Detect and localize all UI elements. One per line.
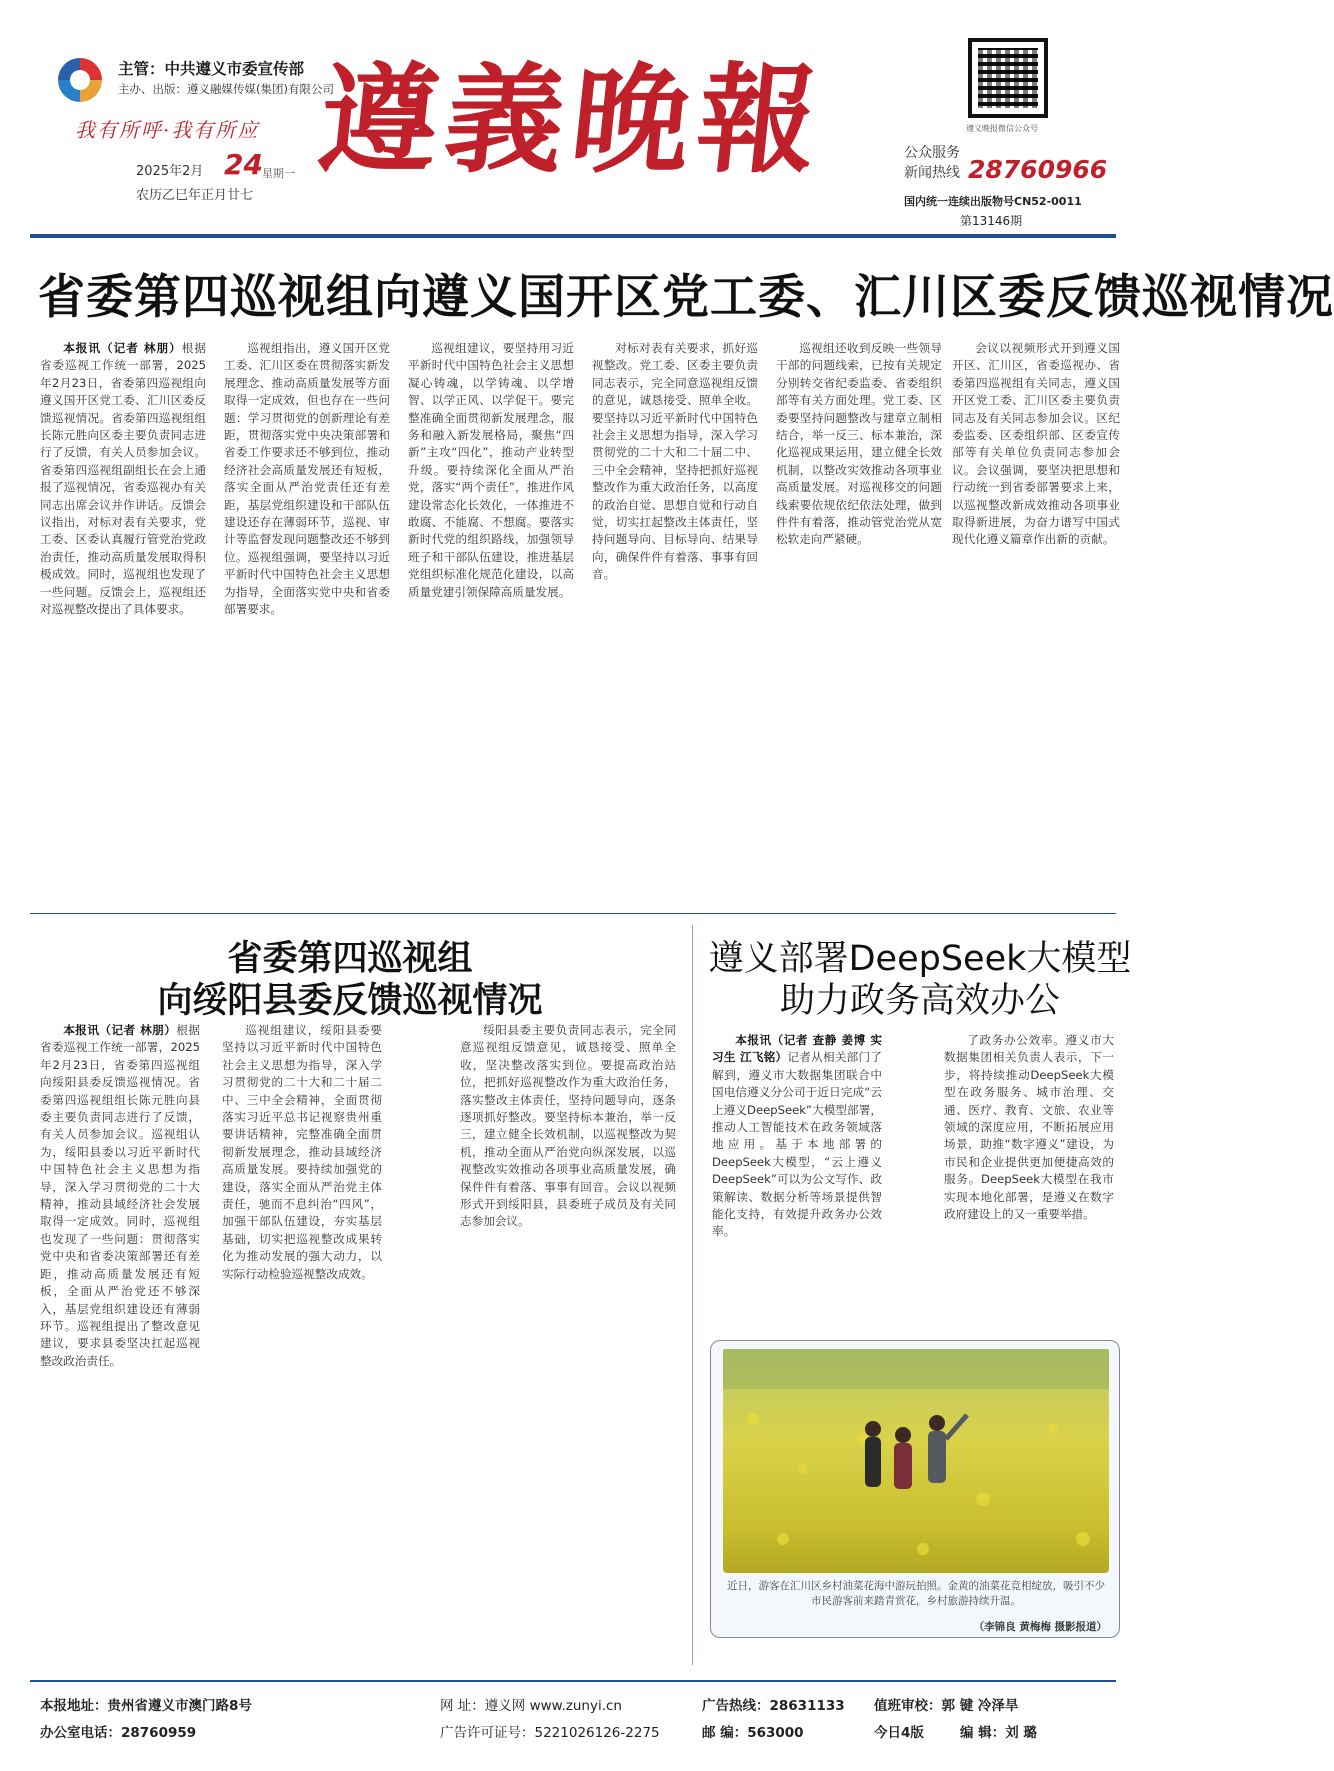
newspaper-nameplate: 遵義晚報 [312,50,832,189]
publisher-line: 主办、出版：遵义融媒传媒(集团)有限公司 [118,82,334,96]
footer-reviewer: 值班审校：郭 键 冷泽旱 [874,1698,1019,1714]
byline: 本报讯（记者 查静 姜博 实习生 江飞铭） [712,1033,882,1065]
people-figures [865,1415,967,1489]
newspaper-logo-icon [58,58,102,102]
issue-number: 第13146期 [960,214,1023,228]
qr-code-icon [968,38,1048,118]
hotline-number: 28760966 [968,155,1108,184]
footer-postcode: 邮 编：563000 [702,1725,804,1741]
date-prefix: 2025年2月 [136,164,204,179]
sponsor-line: 主管：中共遵义市委宣传部 [118,60,305,78]
article-column: 会议以视频形式开到遵义国开区、汇川区，省委巡视办、省委第四巡视组有关同志，遵义国开区党工委、汇川区委主要负责同志及有关同志参加会议。区纪委监委、区委组织部、区委宣传部等有关单位负责同志参加会议。会议强调，要坚决把思想和行动统一到省委部署要求上来，以巡视整改新成效推动各项事业取得新进展，为奋力谱写中国式现代化遵义篇章作出新的贡献。 [952,341,1120,547]
article-column: 绥阳县委主要负责同志表示，完全同意巡视组反馈意见，诚恳接受、照单全收，坚决整改落实到位。要提高政治站位，把抓好巡视整改作为重大政治任务，落实整改主体责任，坚持问题导向，逐条逐项抓好整改。要坚持标本兼治，举一反三，建立健全长效机制，以巡视整改为契机，推动全面从严治党向纵深发展，以巡视整改实效推动各项事业高质量发展，确保件件有着落、事事有回音。会议以视频形式开到绥阳县，县委班子成员及有关同志参加会议。 [460,1023,676,1229]
masthead [0,0,1146,240]
article-column: 本报讯（记者 林朋）根据省委巡视工作统一部署，2025年2月23日，省委第四巡视组向遵义国开区党工委、汇川区委反馈巡视情况。省委第四巡视组组长陈元胜向区委主要负责同志进行了反馈，有关人员参加会议。省委第四巡视组副组长在会上通报了巡视情况，省委巡视办有关同志出席会议并作讲话。反馈会议指出，对标对表有关要求，党工委、区委认真履行管党治党政治责任，推动高质量发展取得积极成效。同时，巡视组也发现了一些问题。反馈会上，巡视组还对巡视整改提出了具体要求。 [40,341,206,617]
column-divider [692,925,693,1665]
article-column: 对标对表有关要求，抓好巡视整改。党工委、区委主要负责同志表示，完全同意巡视组反馈的意见，诚恳接受、照单全收。要坚持以习近平新时代中国特色社会主义思想为指导，深入学习贯彻党的二十大和二十届二中、三中全会精神，坚持把抓好巡视整改作为重大政治任务，以高度的政治自觉、思想自觉和行动自觉，切实扛起整改主体责任，坚持问题导向、目标导向、结果导向，确保件件有着落、事事有回音。 [592,341,758,582]
article-column: 本报讯（记者 林朋）根据省委巡视工作统一部署，2025年2月23日，省委第四巡视组向绥阳县委反馈巡视情况。省委第四巡视组组长陈元胜向县委主要负责同志进行了反馈，有关人员参加会议。巡视组认为，绥阳县委以习近平新时代中国特色社会主义思想为指导，深入学习贯彻党的二十大精神，推动县域经济社会发展取得一定成效。同时，巡视组也发现了一些问题：贯彻落实党中央和省委决策部署还有差距，推动高质量发展还有短板，全面从严治党还不够深入，基层党组织建设还有薄弱环节。巡视组提出了整改意见建议，要求县委坚决扛起巡视整改政治责任。 [40,1023,200,1368]
footer-editor: 编 辑：刘 璐 [960,1725,1037,1741]
footer-today-pages: 今日4版 [874,1725,924,1741]
story3-headline: 遵义部署DeepSeek大模型 助力政务高效办公 [708,939,1132,1021]
article-column: 巡视组指出，遵义国开区党工委、汇川区委在贯彻落实新发展理念、推动高质量发展等方面取得一定成效，但也存在一些问题：学习贯彻党的创新理论有差距，贯彻落实党中央决策部署和省委工作要求还不够到位，推动经济社会高质量发展还有短板，落实全面从严治党责任还有差距，基层党组织建设和干部队伍建设还存在薄弱环节，巡视、审计等监督发现问题整改还不够到位。巡视组强调，要坚持以习近平新时代中国特色社会主义思想为指导，全面落实党中央和省委部署要求。 [224,341,390,617]
photo-box [710,1340,1120,1638]
lunar-date: 农历乙巳年正月廿七 [136,188,254,203]
article-column: 巡视组还收到反映一些领导干部的问题线索，已按有关规定分别转交省纪委监委、省委组织部等有关方面处理。党工委、区委要坚持问题整改与建章立制相结合，举一反三、标本兼治，深化巡视成果运用，建立健全长效机制，以整改实效推动各项事业高质量发展。对巡视移交的问题线索要依规依纪依法处理，做到件件有着落，推动管党治党从宽松软走向严紧硬。 [776,341,942,547]
byline: 本报讯（记者 林朋） [63,1023,177,1037]
article-column: 巡视组建议，要坚持用习近平新时代中国特色社会主义思想凝心铸魂，以学铸魂、以学增智、以学正风、以学促干。要完整准确全面贯彻新发展理念，服务和融入新发展格局，聚焦“四新”主攻“四化”，推动产业转型升级。要持续深化全面从严治党，落实“两个责任”，推进作风建设常态化长效化，一体推进不敢腐、不能腐、不想腐。要落实新时代党的组织路线，加强领导班子和干部队伍建设，推进基层党组织标准化规范化建设，以高质量党建引领保障高质量发展。 [408,341,574,599]
footer-website: 网 址：遵义网 www.zunyi.cn [440,1698,622,1714]
story2-headline: 省委第四巡视组 向绥阳县委反馈巡视情况 [157,939,543,1021]
date-day: 24 [224,148,263,181]
article-column: 了政务办公效率。遵义市大数据集团相关负责人表示，下一步，将持续推动DeepSeek大模型在政务服务、城市治理、交通、医疗、教育、文旅、农业等领域的深度应用，不断拓展应用场景，助推“数字遵义”建设，为市民和企业提供更加便捷高效的服务。DeepSeek大模型在我市实现本地化部署，是遵义在数字政府建设上的又一重要举措。 [944,1033,1114,1222]
footer-divider [30,1680,1116,1682]
photo-illustration [723,1349,1109,1573]
masthead-divider [30,234,1116,238]
publication-code: 国内统一连续出版物号CN52-0011 [904,195,1082,208]
weekday: 星期一 [262,167,295,180]
footer-ad-hotline: 广告热线：28631133 [702,1698,845,1714]
photo-credit: （李锦良 黄梅梅 摄影报道） [973,1621,1107,1633]
main-headline: 省委第四巡视组向遵义国开区党工委、汇川区委反馈巡视情况 [38,270,1334,325]
article-column: 巡视组建议，绥阳县委要坚持以习近平新时代中国特色社会主义思想为指导，深入学习贯彻党的二十大和二十届二中、三中全会精神，全面贯彻落实习近平总书记视察贵州重要讲话精神，完整准确全面贯彻新发展理念，推动县域经济高质量发展。要持续加强党的建设，落实全面从严治党主体责任，驰而不息纠治“四风”，加强干部队伍建设，夯实基层基础，切实把巡视整改成果转化为推动发展的强大动力，以实际行动检验巡视整改成效。 [222,1023,382,1281]
hotline-label: 公众服务 新闻热线 [904,145,960,181]
qr-caption: 遵义晚报微信公众号 [966,124,1038,133]
top-story [40,340,1120,905]
slogan: 我有所呼·我有所应 [75,118,260,142]
rapeseed-field-photo [723,1349,1109,1573]
article-column: 本报讯（记者 查静 姜博 实习生 江飞铭）记者从相关部门了解到，遵义市大数据集团联合中国电信遵义分公司于近日完成“云上遵义DeepSeek”大模型部署，推动人工智能技术在政务领域落地应用。基于本地部署的DeepSeek大模型，“云上遵义DeepSeek”可以为公文写作、政策解读、数据分析等场景提供智能化支持，有效提升政务办公效率。 [712,1033,882,1239]
photo-caption: 近日，游客在汇川区乡村油菜花海中游玩拍照。金黄的油菜花竞相绽放，吸引不少市民游客前来踏青赏花，乡村旅游持续升温。 [727,1580,1105,1607]
section-divider [30,913,1116,914]
footer-ad-license: 广告许可证号：5221026126-2275 [440,1725,660,1741]
footer-office-phone: 办公室电话：28760959 [40,1725,197,1741]
byline: 本报讯（记者 林朋） [63,341,182,355]
footer-address: 本报地址：贵州省遵义市澳门路8号 [40,1698,252,1714]
